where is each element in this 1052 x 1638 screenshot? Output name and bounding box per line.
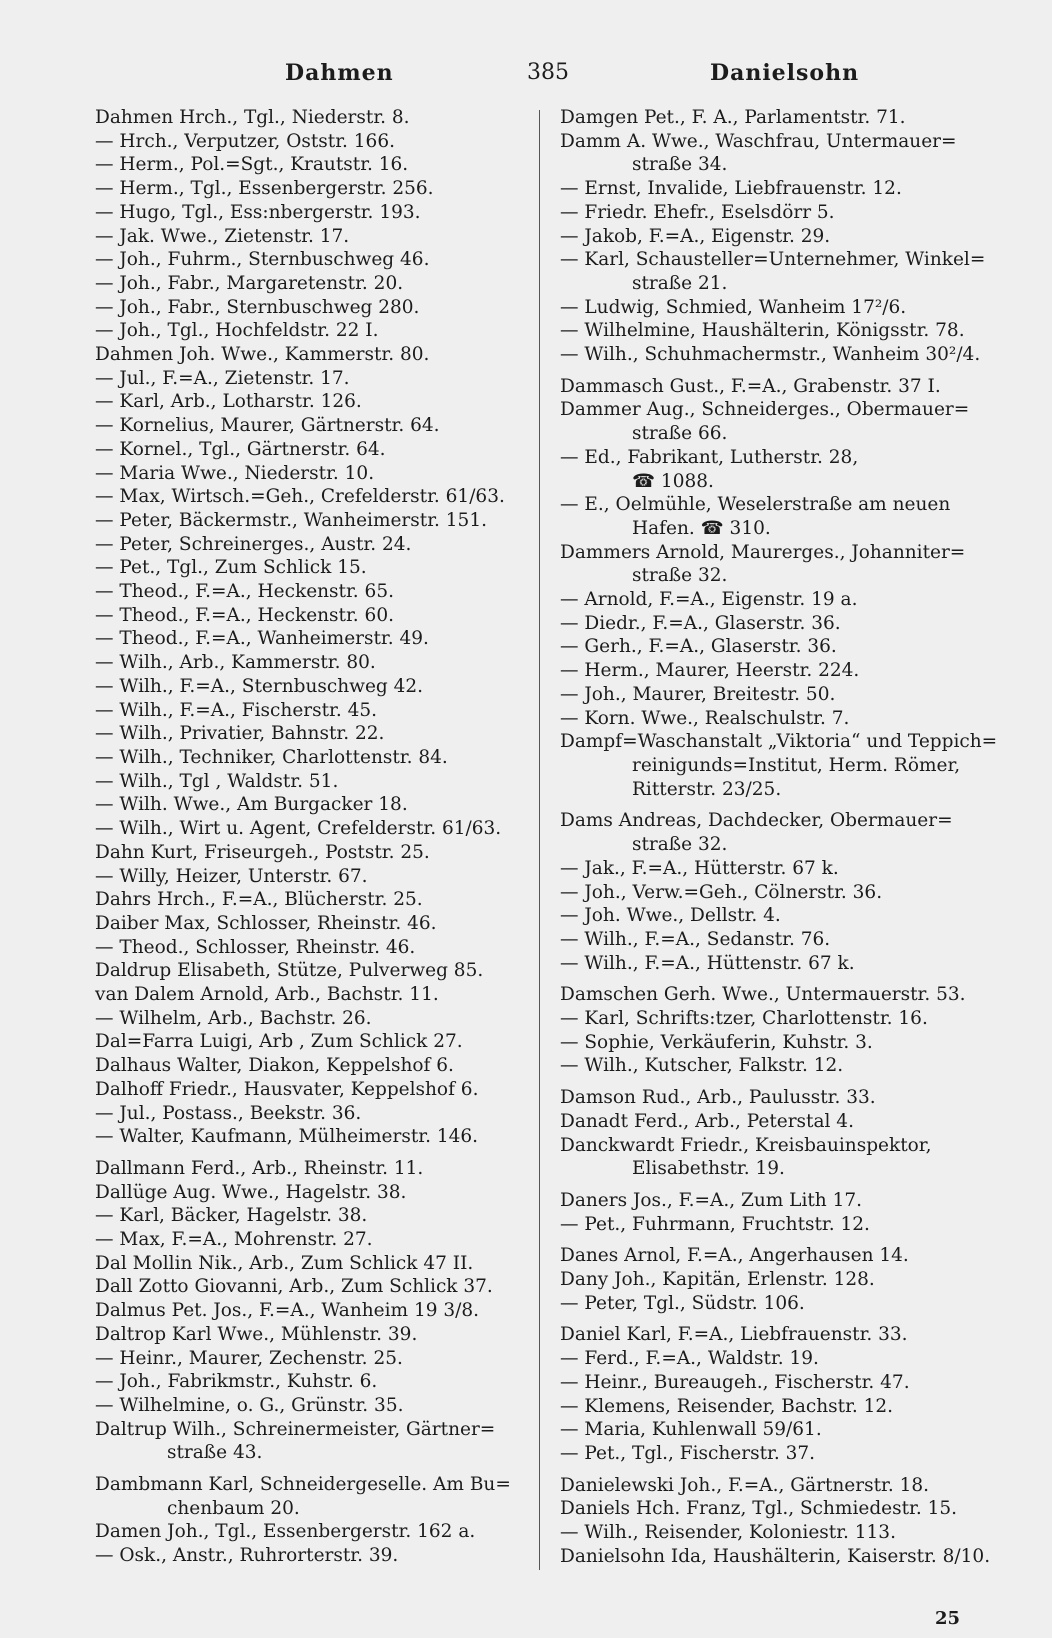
directory-entry: — Wilhelm, Arb., Bachstr. 26. <box>95 1007 372 1029</box>
directory-entry: — Wilh., Techniker, Charlottenstr. 84. <box>95 746 448 768</box>
directory-entry: Damm A. Wwe., Waschfrau, Untermauer= <box>560 130 957 152</box>
directory-entry: Danielewski Joh., F.=A., Gärtnerstr. 18. <box>560 1474 930 1496</box>
directory-entry: Dal Mollin Nik., Arb., Zum Schlick 47 II. <box>95 1252 474 1274</box>
directory-entry: — Jul., Postass., Beekstr. 36. <box>95 1102 362 1124</box>
directory-entry: Damschen Gerh. Wwe., Untermauerstr. 53. <box>560 984 966 1006</box>
directory-entry: — Sophie, Verkäuferin, Kuhstr. 3. <box>560 1031 873 1053</box>
directory-entry: — Theod., F.=A., Heckenstr. 60. <box>95 604 394 626</box>
directory-entry: ☎ 1088. <box>632 470 714 492</box>
directory-entry: — Kornel., Tgl., Gärtnerstr. 64. <box>95 438 386 460</box>
directory-entry: Dammasch Gust., F.=A., Grabenstr. 37 I. <box>560 375 941 397</box>
running-head-right: Danielsohn <box>710 60 860 86</box>
directory-entry: — Peter, Schreinerges., Austr. 24. <box>95 533 412 555</box>
directory-entry: Daltrop Karl Wwe., Mühlenstr. 39. <box>95 1323 418 1345</box>
directory-entry: Dalhoff Friedr., Hausvater, Keppelshof 6. <box>95 1078 479 1100</box>
directory-entry: Dany Joh., Kapitän, Erlenstr. 128. <box>560 1269 875 1291</box>
directory-entry: Damson Rud., Arb., Paulusstr. 33. <box>560 1087 876 1109</box>
directory-entry: — Ferd., F.=A., Waldstr. 19. <box>560 1348 819 1370</box>
directory-entry: — Willy, Heizer, Unterstr. 67. <box>95 865 368 887</box>
directory-entry: — Maria Wwe., Niederstr. 10. <box>95 462 375 484</box>
directory-entry: Danckwardt Friedr., Kreisbauinspektor, <box>560 1134 932 1156</box>
directory-entry: Daners Jos., F.=A., Zum Lith 17. <box>560 1189 863 1211</box>
directory-entry: — Jak., F.=A., Hütterstr. 67 k. <box>560 857 839 879</box>
directory-entry: — Heinr., Maurer, Zechenstr. 25. <box>95 1347 403 1369</box>
directory-entry: Danielsohn Ida, Haushälterin, Kaiserstr. 8/10. <box>560 1545 991 1567</box>
directory-entry: — Karl, Schausteller=Unternehmer, Winkel= <box>560 249 986 271</box>
directory-entry: — Walter, Kaufmann, Mülheimerstr. 146. <box>95 1126 479 1148</box>
running-head-left: Dahmen <box>285 60 394 86</box>
directory-entry: — Joh., Fabr., Sternbuschweg 280. <box>95 296 420 318</box>
directory-entry: — Friedr. Ehefr., Eselsdörr 5. <box>560 201 835 223</box>
directory-entry: — Joh., Verw.=Geh., Cölnerstr. 36. <box>560 881 883 903</box>
directory-entry: — Jak. Wwe., Zietenstr. 17. <box>95 225 350 247</box>
directory-entry: Dampf=Waschanstalt „Viktoria“ und Teppich= <box>560 731 998 753</box>
directory-entry: — Pet., Tgl., Fischerstr. 37. <box>560 1442 815 1464</box>
directory-entry: Dahrs Hrch., F.=A., Blücherstr. 25. <box>95 889 423 911</box>
directory-entry: — Karl, Bäcker, Hagelstr. 38. <box>95 1205 368 1227</box>
directory-entry: — Diedr., F.=A., Glaserstr. 36. <box>560 612 841 634</box>
directory-entry: — Wilh., Tgl , Waldstr. 51. <box>95 770 339 792</box>
left-column <box>95 106 525 1568</box>
directory-entry: chenbaum 20. <box>167 1497 300 1519</box>
directory-entry: — Wilh., Arb., Kammerstr. 80. <box>95 652 376 674</box>
directory-entry: — Jakob, F.=A., Eigenstr. 29. <box>560 225 831 247</box>
directory-entry: Dal=Farra Luigi, Arb , Zum Schlick 27. <box>95 1031 463 1053</box>
right-column <box>560 106 998 1568</box>
directory-entry: Hafen. ☎ 310. <box>632 517 771 539</box>
directory-entry: — Herm., Pol.=Sgt., Krautstr. 16. <box>95 154 409 176</box>
directory-entry: — Wilh., F.=A., Hüttenstr. 67 k. <box>560 952 855 974</box>
directory-entry: — Wilh., Reisender, Koloniestr. 113. <box>560 1522 896 1544</box>
directory-entry: — E., Oelmühle, Weselerstraße am neuen <box>560 494 951 516</box>
directory-entry: — Wilh., F.=A., Sedanstr. 76. <box>560 928 831 950</box>
directory-entry: — Wilh., Schuhmachermstr., Wanheim 30²/4. <box>560 344 981 366</box>
directory-entry: — Joh., Fabr., Margaretenstr. 20. <box>95 272 404 294</box>
directory-entry: — Karl, Arb., Lotharstr. 126. <box>95 391 362 413</box>
directory-entry: Daldrup Elisabeth, Stütze, Pulverweg 85. <box>95 960 484 982</box>
directory-entry: straße 66. <box>632 423 728 445</box>
directory-entry: — Wilh., F.=A., Sternbuschweg 42. <box>95 675 424 697</box>
directory-entry: — Jul., F.=A., Zietenstr. 17. <box>95 367 350 389</box>
directory-entry: — Joh., Tgl., Hochfeldstr. 22 I. <box>95 320 379 342</box>
directory-entry: — Klemens, Reisender, Bachstr. 12. <box>560 1395 894 1417</box>
directory-entry: van Dalem Arnold, Arb., Bachstr. 11. <box>95 984 439 1006</box>
directory-entry: Daniels Hch. Franz, Tgl., Schmiedestr. 15. <box>560 1498 958 1520</box>
directory-entry: Dams Andreas, Dachdecker, Obermauer= <box>560 810 953 832</box>
directory-entry: — Wilh. Wwe., Am Burgacker 18. <box>95 794 408 816</box>
directory-entry: Dalhaus Walter, Diakon, Keppelshof 6. <box>95 1055 454 1077</box>
directory-entry: Dahmen Hrch., Tgl., Niederstr. 8. <box>95 107 410 128</box>
signature-number: 25 <box>934 1608 960 1629</box>
directory-entry: — Arnold, F.=A., Eigenstr. 19 a. <box>560 589 858 611</box>
directory-entry: Daiber Max, Schlosser, Rheinstr. 46. <box>95 912 437 934</box>
directory-entry: Ritterstr. 23/25. <box>632 778 782 800</box>
directory-entry: — Wilhelmine, o. G., Grünstr. 35. <box>95 1394 404 1416</box>
directory-entry: Dambmann Karl, Schneidergeselle. Am Bu= <box>95 1474 511 1496</box>
directory-entry: Dallüge Aug. Wwe., Hagelstr. 38. <box>95 1181 407 1203</box>
directory-entry: — Max, F.=A., Mohrenstr. 27. <box>95 1229 373 1251</box>
directory-entry: — Pet., Fuhrmann, Fruchtstr. 12. <box>560 1213 870 1235</box>
directory-entry: Dall Zotto Giovanni, Arb., Zum Schlick 37. <box>95 1276 493 1298</box>
directory-entry: Daltrup Wilh., Schreinermeister, Gärtner= <box>95 1418 496 1440</box>
directory-entry: — Herm., Tgl., Essenbergerstr. 256. <box>95 178 434 200</box>
directory-entry: — Wilh., Privatier, Bahnstr. 22. <box>95 723 385 745</box>
directory-entry: — Peter, Tgl., Südstr. 106. <box>560 1292 805 1314</box>
directory-entry: — Wilh., F.=A., Fischerstr. 45. <box>95 699 378 721</box>
page-number: 385 <box>527 60 569 85</box>
directory-entry: Dammer Aug., Schneiderges., Obermauer= <box>560 399 970 421</box>
directory-entry: straße 32. <box>632 834 728 856</box>
directory-entry: Danes Arnol, F.=A., Angerhausen 14. <box>560 1245 909 1267</box>
directory-entry: straße 34. <box>632 154 728 176</box>
directory-entry: straße 43. <box>167 1442 263 1464</box>
directory-entry: Daniel Karl, F.=A., Liebfrauenstr. 33. <box>560 1324 908 1346</box>
directory-entry: — Wilhelmine, Haushälterin, Königsstr. 78. <box>560 320 965 342</box>
directory-entry: — Karl, Schrifts:tzer, Charlottenstr. 16. <box>560 1008 928 1030</box>
directory-entry: — Osk., Anstr., Ruhrorterstr. 39. <box>95 1545 399 1567</box>
directory-entry: — Peter, Bäckermstr., Wanheimerstr. 151. <box>95 509 487 531</box>
directory-entry: — Joh., Fuhrm., Sternbuschweg 46. <box>95 249 430 271</box>
directory-entry: straße 21. <box>632 272 728 294</box>
directory-entry: Damen Joh., Tgl., Essenbergerstr. 162 a. <box>95 1521 476 1543</box>
directory-entry: — Joh., Fabrikmstr., Kuhstr. 6. <box>95 1371 378 1393</box>
directory-entry: — Wilh., Wirt u. Agent, Crefelderstr. 61/63. <box>95 818 502 840</box>
directory-entry: — Theod., F.=A., Heckenstr. 65. <box>95 581 394 603</box>
directory-entry: — Kornelius, Maurer, Gärtnerstr. 64. <box>95 415 440 437</box>
directory-entry: — Wilh., Kutscher, Falkstr. 12. <box>560 1055 844 1077</box>
directory-entry: — Ernst, Invalide, Liebfrauenstr. 12. <box>560 178 902 200</box>
directory-entry: — Hugo, Tgl., Ess:nbergerstr. 193. <box>95 201 421 223</box>
directory-entry: — Pet., Tgl., Zum Schlick 15. <box>95 557 367 579</box>
directory-entry: — Joh., Maurer, Breitestr. 50. <box>560 683 836 705</box>
directory-entry: — Ed., Fabrikant, Lutherstr. 28, <box>560 446 859 468</box>
directory-entry: reinigunds=Institut, Herm. Römer, <box>632 754 961 776</box>
directory-entry: — Theod., Schlosser, Rheinstr. 46. <box>95 936 416 958</box>
directory-entry: — Joh. Wwe., Dellstr. 4. <box>560 905 781 927</box>
directory-entry: Dalmus Pet. Jos., F.=A., Wanheim 19 3/8. <box>95 1300 480 1322</box>
directory-entry: — Maria, Kuhlenwall 59/61. <box>560 1419 822 1441</box>
directory-entry: — Hrch., Verputzer, Oststr. 166. <box>95 130 395 152</box>
directory-entry: Dallmann Ferd., Arb., Rheinstr. 11. <box>95 1157 424 1179</box>
directory-entry: — Herm., Maurer, Heerstr. 224. <box>560 660 860 682</box>
directory-entry: — Max, Wirtsch.=Geh., Crefelderstr. 61/63. <box>95 486 505 508</box>
directory-entry: — Ludwig, Schmied, Wanheim 17²/6. <box>560 296 907 318</box>
column-divider <box>539 110 540 1570</box>
directory-entry: Dahmen Joh. Wwe., Kammerstr. 80. <box>95 344 430 366</box>
directory-entry: Damgen Pet., F. A., Parlamentstr. 71. <box>560 107 906 128</box>
directory-entry: straße 32. <box>632 565 728 587</box>
directory-entry: — Gerh., F.=A., Glaserstr. 36. <box>560 636 837 658</box>
directory-entry: Danadt Ferd., Arb., Peterstal 4. <box>560 1110 854 1132</box>
directory-entry: Dahn Kurt, Friseurgeh., Poststr. 25. <box>95 841 430 863</box>
directory-entry: Dammers Arnold, Maurerges., Johanniter= <box>560 541 966 563</box>
directory-entry: — Korn. Wwe., Realschulstr. 7. <box>560 707 850 729</box>
directory-entry: — Heinr., Bureaugeh., Fischerstr. 47. <box>560 1371 910 1393</box>
directory-entry: Elisabethstr. 19. <box>632 1158 785 1180</box>
directory-entry: — Theod., F.=A., Wanheimerstr. 49. <box>95 628 429 650</box>
